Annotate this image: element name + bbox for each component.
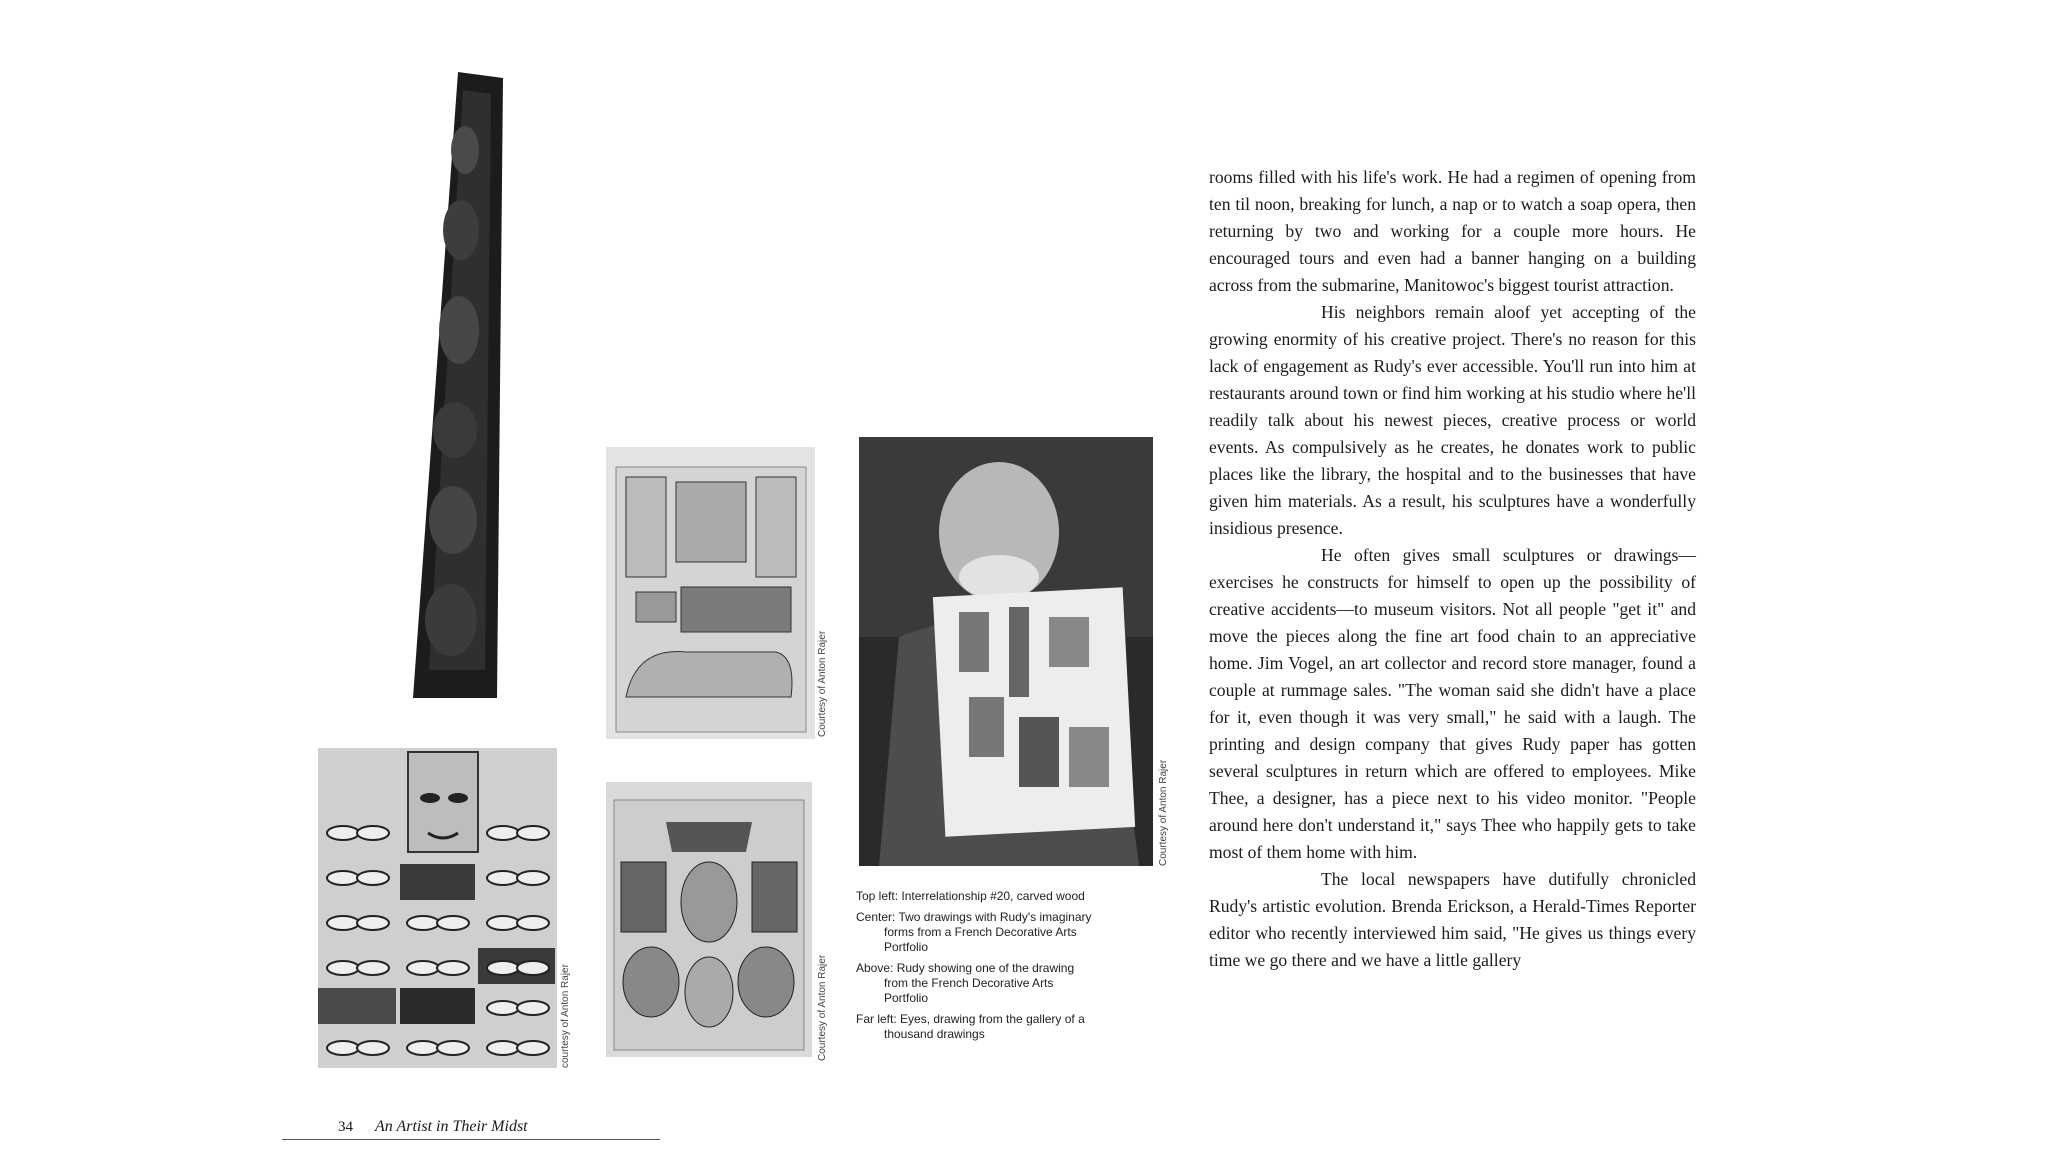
body-paragraph: He often gives small sculptures or drawings—exercises he constructs for himself to open up the possibility of creative accidents—to museum visitors. Not all people "get it" and move the pieces along the fine art food chain to an appreciative home. Jim Vogel, an art collector and record store manager, found a couple at rummage sales. "The woman said she didn't have a place for it, even though it was very small," he said with a laugh. The printing and design company that gives Rudy paper has gotten several sculptures in return which are offered to employees. Mike Thee, a designer, has a piece next to his video monitor. "People around here don't understand it," says Thee who happily gets to take most of them home with him. (1209, 545, 1696, 862)
caption-center: Center: Two drawings with Rudy's imaginary forms from a French Decorative Arts Portfolio (856, 910, 1092, 954)
body-paragraph: rooms filled with his life's work. He had a regimen of opening from ten til noon, breaking for lunch, a nap or to watch a soap opera, then returning by two and working for a couple more hours. He encouraged tours and even had a banner hanging on a building across from the submarine, Manitowoc's biggest tourist attraction. (1209, 167, 1696, 295)
sheet-top-photo (606, 447, 815, 739)
caption-above: Above: Rudy showing one of the drawing from the French Decorative Arts Portfolio (856, 961, 1075, 1005)
photo-captions (856, 889, 1096, 1048)
eyes-credit: courtesy of Anton Rajer (560, 964, 571, 1068)
carving-photo (411, 70, 504, 698)
portrait-credit: Courtesy of Anton Rajer (1158, 759, 1169, 866)
body-paragraph: His neighbors remain aloof yet accepting of the growing enormity of his creative project. There's no reason for this lack of engagement as Rudy's ever accessible. You'll run into him at restaurants around town or find him working at his studio where he'll readily talk about his newest pieces, creative process or world events. As compulsively as he creates, he donates work to public places like the library, the hospital and to the businesses that have given him materials. As a result, his sculptures have a wonderfully insidious presence. (1209, 302, 1696, 538)
article-body (1209, 164, 1696, 974)
caption-top-left: Top left: Interrelationship #20, carved wood (856, 889, 1085, 903)
portrait-photo (859, 437, 1153, 866)
running-head: An Artist in Their Midst (375, 1118, 528, 1135)
sheet-bottom-photo (606, 782, 812, 1057)
page-footer (282, 1118, 660, 1140)
eyes-drawing-photo (318, 748, 557, 1068)
sheet-top-credit: Courtesy of Anton Rajer (817, 630, 828, 737)
page-number: 34 (338, 1119, 353, 1135)
sheet-bottom-credit: Courtesy of Anton Rajer (817, 954, 828, 1061)
body-paragraph: The local newspapers have dutifully chronicled Rudy's artistic evolution. Brenda Erickson, a Herald-Times Reporter editor who recently interviewed him said, "He gives us things every time we go there and we have a little gallery (1209, 869, 1696, 970)
caption-far-left: Far left: Eyes, drawing from the gallery of a thousand drawings (856, 1012, 1085, 1041)
